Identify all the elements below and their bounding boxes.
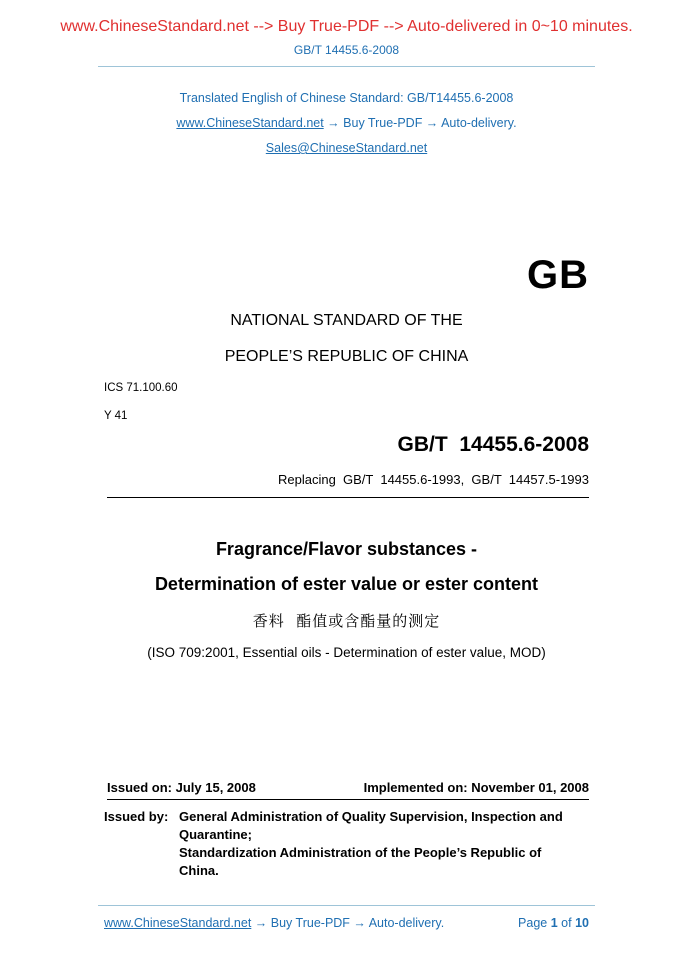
footer-divider — [98, 905, 595, 906]
national-standard-line1: NATIONAL STANDARD OF THE — [230, 312, 463, 329]
translation-note: Translated English of Chinese Standard: GB/T14455.6-2008 — [179, 91, 514, 105]
title-divider — [107, 497, 589, 498]
replacing-note: Replacing GB/T 14455.6-1993, GB/T 14457.5-1993 — [277, 472, 589, 487]
top-banner[interactable]: www.ChineseStandard.net --> Buy True-PDF --> Auto-delivered in 0~10 minutes. — [60, 18, 633, 35]
issuer-line1: General Administration of Quality Supervision, Inspection and — [179, 809, 563, 824]
implemented-date: Implemented on: November 01, 2008 — [363, 780, 589, 795]
translation-links — [0, 116, 693, 130]
issued-by-label: Issued by: — [104, 809, 169, 824]
page-number: 1 — [550, 916, 558, 930]
issuer-line4: China. — [179, 863, 219, 878]
iso-reference: (ISO 709:2001, Essential oils - Determination of ester value, MOD) — [147, 645, 546, 660]
issued-date: Issued on: July 15, 2008 — [107, 780, 256, 795]
title-line1: Fragrance/Flavor substances - — [215, 539, 478, 559]
page-indicator — [518, 916, 589, 930]
footer-links — [104, 916, 444, 930]
footer-buy-note: → Buy True-PDF → Auto-delivery. — [251, 916, 445, 930]
issuer-line3: Standardization Administration of the People’s Republic of — [179, 845, 542, 860]
footer-site-link[interactable]: www.ChineseStandard.net — [104, 916, 252, 930]
title-chinese: 香料 酯值或含酯量的测定 — [252, 612, 441, 630]
standard-number: GB/T 14455.6-2008 — [397, 433, 589, 456]
email-link[interactable]: Sales@ChineseStandard.net — [265, 141, 428, 155]
header-doc-code: GB/T 14455.6-2008 — [293, 43, 400, 57]
issuer-line2: Quarantine; — [179, 827, 252, 842]
site-link[interactable]: www.ChineseStandard.net — [176, 116, 324, 130]
dates-divider — [107, 799, 589, 800]
header-divider — [98, 66, 595, 67]
gb-logo: GB — [527, 253, 589, 297]
of-label: of — [561, 916, 572, 930]
title-line2: Determination of ester value or ester content — [154, 574, 539, 594]
class-code: Y 41 — [104, 410, 128, 422]
page-label: Page — [518, 916, 548, 930]
ics-code: ICS 71.100.60 — [104, 382, 178, 394]
total-pages: 10 — [575, 916, 589, 930]
national-standard-line2: PEOPLE’S REPUBLIC OF CHINA — [224, 348, 469, 365]
buy-note: → Buy True-PDF → Auto-delivery. — [323, 116, 517, 130]
email-line — [0, 141, 693, 155]
